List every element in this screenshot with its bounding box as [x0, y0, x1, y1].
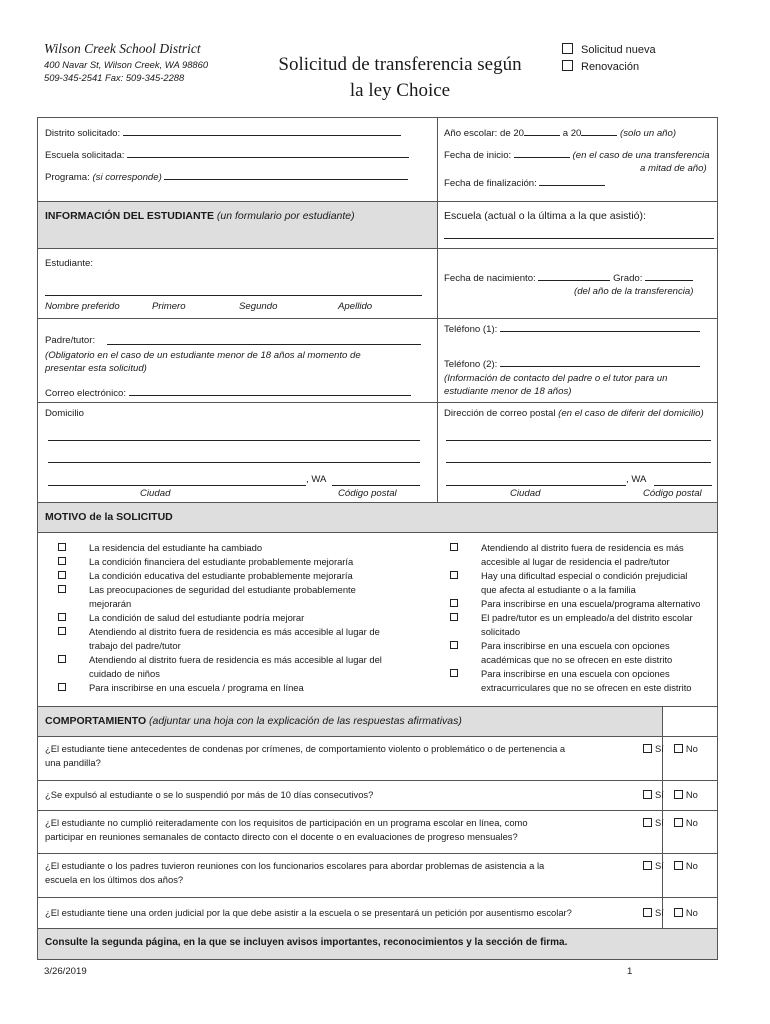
no-checkbox[interactable]	[674, 818, 683, 827]
reason-label: que afecta al estudiante o a la familia	[481, 583, 636, 595]
mail-city-field[interactable]	[446, 485, 626, 486]
mail-zip-field[interactable]	[654, 485, 712, 486]
mail-address-label: Dirección de correo postal	[444, 408, 556, 419]
no-label: No	[685, 906, 698, 918]
no-checkbox[interactable]	[674, 861, 683, 870]
form-title	[252, 52, 548, 104]
phone-note-1: (Información de contacto del padre o el tutor para un	[444, 373, 668, 384]
reason-checkbox[interactable]	[58, 627, 66, 635]
reason-label: La residencia del estudiante ha cambiado	[89, 542, 263, 553]
reason-label: Las preocupaciones de seguridad del estudiante probablemente	[89, 584, 356, 595]
reason-checkbox[interactable]	[58, 683, 66, 691]
form-title-line1: Solicitud de transferencia según	[278, 54, 522, 75]
student-section-note: (un formulario por estudiante)	[216, 210, 355, 222]
reason-checkbox[interactable]	[58, 543, 66, 551]
mail-city-label: Ciudad	[510, 488, 541, 499]
reason-label: Hay una dificultad especial o condición prejudicial	[481, 570, 688, 581]
form-date: 3/26/2019	[44, 966, 87, 977]
district-requested-field[interactable]	[123, 127, 401, 136]
reason-label: extracurriculares que no se ofrecen en este distrito	[481, 681, 692, 693]
behavior-question: ¿El estudiante tiene antecedentes de condenas por crímenes, de comportamiento violento o problemático o de pertenencia a	[45, 743, 566, 754]
form-title-line2: la ley Choice	[349, 80, 451, 101]
district-address: 400 Navar St, Wilson Creek, WA 98860	[44, 59, 209, 70]
phone1-label: Teléfono (1):	[444, 324, 498, 335]
name-part-last: Apellido	[338, 301, 373, 312]
grade-note: (del año de la transferencia)	[574, 286, 694, 297]
mail-address-note: (en el caso de diferir del domicilio)	[558, 408, 704, 419]
grade-label: Grado:	[613, 273, 643, 284]
no-checkbox[interactable]	[674, 790, 683, 799]
reason-checkbox[interactable]	[450, 613, 458, 621]
reason-label: Para inscribirse en una escuela con opciones	[481, 640, 670, 651]
email-field[interactable]	[129, 387, 411, 396]
district-phone: 509-345-2541 Fax: 509-345-2288	[44, 72, 185, 83]
renewal-checkbox[interactable]	[562, 60, 573, 71]
phone1-field[interactable]	[500, 323, 700, 332]
school-year-label: Año escolar: de 20	[444, 128, 525, 139]
parent-field[interactable]	[107, 344, 421, 345]
reason-checkbox[interactable]	[58, 585, 66, 593]
phone2-label: Teléfono (2):	[444, 359, 498, 370]
dob-label: Fecha de nacimiento:	[444, 273, 536, 284]
end-date-field[interactable]	[539, 177, 605, 186]
new-request-checkbox[interactable]	[562, 43, 573, 54]
no-checkbox[interactable]	[674, 744, 683, 753]
yes-no-options	[643, 907, 698, 919]
behavior-question: participar en reuniones semanales de contacto directo con el docente o en evaluaciones de progreso mensuales?	[45, 831, 518, 842]
yes-label: Sí	[655, 860, 664, 871]
new-request-label: Solicitud nueva	[581, 44, 656, 56]
reason-checkbox[interactable]	[58, 655, 66, 663]
district-name: Wilson Creek School District	[44, 41, 201, 56]
parent-label: Padre/tutor:	[45, 335, 96, 346]
yes-no-options	[643, 817, 698, 829]
behavior-question: una pandilla?	[45, 757, 101, 768]
reason-label: mejorarán	[89, 597, 132, 609]
student-label: Estudiante:	[45, 258, 94, 269]
address-label: Domicilio	[45, 408, 84, 419]
behavior-question: ¿El estudiante no cumplió reiteradamente con los requisitos de participación en un programa escolar en línea, como	[45, 817, 528, 828]
yes-label: Sí	[655, 743, 664, 754]
mail-zip-label: Código postal	[643, 488, 702, 499]
mail-address-line-1[interactable]	[446, 440, 711, 441]
reason-label: La condición de salud del estudiante podría mejorar	[89, 612, 305, 623]
yes-checkbox[interactable]	[643, 861, 652, 870]
reason-section-title: MOTIVO de la SOLICITUD	[45, 511, 173, 523]
no-label: No	[685, 860, 698, 871]
student-header-shade	[38, 201, 438, 248]
reason-checkbox[interactable]	[450, 641, 458, 649]
name-part-preferred: Nombre preferido	[45, 301, 120, 312]
reason-label: solicitado	[481, 625, 521, 637]
yes-label: Sí	[655, 817, 664, 828]
reason-label: Atendiendo al distrito fuera de residencia es más accesible al lugar de	[89, 626, 380, 637]
name-part-first: Primero	[152, 301, 186, 312]
footer-note: Consulte la segunda página, en la que se incluyen avisos importantes, reconocimientos y la sección de firma.	[45, 937, 568, 948]
yes-checkbox[interactable]	[643, 790, 652, 799]
page-number: 1	[627, 966, 633, 977]
no-label: No	[685, 743, 698, 754]
request-type	[562, 42, 656, 75]
yes-no-options	[643, 860, 698, 872]
current-school-field[interactable]	[444, 238, 714, 239]
phone2-field[interactable]	[500, 358, 700, 367]
email-label: Correo electrónico:	[45, 388, 127, 399]
address-zip-label: Código postal	[338, 488, 397, 499]
reason-checkbox[interactable]	[450, 599, 458, 607]
student-name-field[interactable]	[45, 295, 422, 296]
school-year-from-field[interactable]	[524, 127, 560, 136]
current-school-label: Escuela (actual o la última a la que asistió):	[444, 210, 646, 222]
no-label: No	[685, 789, 698, 800]
no-checkbox[interactable]	[674, 908, 683, 917]
yes-no-options	[643, 789, 698, 801]
dob-field[interactable]	[538, 272, 610, 281]
reason-label: El padre/tutor es un empleado/a del distrito escolar	[481, 612, 693, 623]
address-line-2[interactable]	[48, 462, 420, 463]
grade-field[interactable]	[645, 272, 693, 281]
program-label: Programa:	[45, 172, 90, 183]
reason-checkbox[interactable]	[450, 543, 458, 551]
school-year-to-field[interactable]	[581, 127, 617, 136]
reason-label: Para inscribirse en una escuela con opciones	[481, 668, 670, 679]
reason-label: cuidado de niños	[89, 667, 160, 679]
school-year-to-label: a 20	[562, 128, 582, 139]
renewal-label: Renovación	[581, 60, 640, 73]
yes-checkbox[interactable]	[643, 744, 652, 753]
start-date-label: Fecha de inicio:	[444, 150, 512, 161]
behavior-question: ¿Se expulsó al estudiante o se lo suspendió por más de 10 días consecutivos?	[45, 789, 374, 800]
address-zip-field[interactable]	[332, 485, 420, 486]
reason-checkbox[interactable]	[58, 557, 66, 565]
address-city-field[interactable]	[48, 485, 306, 486]
reason-checkbox[interactable]	[58, 571, 66, 579]
reason-label: académicas que no se ofrecen en este distrito	[481, 653, 673, 665]
reason-label: Atendiendo al distrito fuera de residencia es más accesible al lugar del	[89, 654, 382, 665]
start-date-note-2: a mitad de año)	[640, 163, 707, 174]
parent-note-2: presentar esta solicitud)	[45, 363, 147, 374]
district-requested-label: Distrito solicitado:	[45, 128, 121, 139]
yes-label: Sí	[655, 789, 664, 800]
reason-label: Para inscribirse en una escuela/programa alternativo	[481, 598, 701, 609]
start-date-field[interactable]	[514, 149, 570, 158]
parent-note-1: (Obligatorio en el caso de un estudiante menor de 18 años al momento de	[45, 350, 361, 361]
behavior-question: escuela en los últimos dos años?	[45, 874, 184, 885]
school-requested-field[interactable]	[127, 149, 409, 158]
yes-checkbox[interactable]	[643, 908, 652, 917]
name-part-middle: Segundo	[239, 301, 278, 312]
start-date-note-1: (en el caso de una transferencia	[572, 150, 710, 161]
behavior-section-note: (adjuntar una hoja con la explicación de las respuestas afirmativas)	[149, 715, 462, 727]
reason-checkbox[interactable]	[58, 613, 66, 621]
address-line-1[interactable]	[48, 440, 420, 441]
yes-no-options	[643, 743, 698, 755]
reason-label: accesible al lugar de residencia el padre/tutor	[481, 555, 670, 567]
reason-checkbox[interactable]	[450, 669, 458, 677]
school-requested-label: Escuela solicitada:	[45, 150, 125, 161]
school-year-note: (solo un año)	[620, 128, 677, 139]
behavior-section-title: COMPORTAMIENTO	[45, 715, 147, 727]
reason-label: La condición educativa del estudiante probablemente mejoraría	[89, 570, 353, 581]
no-label: No	[685, 817, 698, 828]
program-note: (si corresponde)	[92, 172, 162, 183]
program-field[interactable]	[164, 171, 408, 180]
yes-label: Sí	[655, 906, 664, 918]
reason-checkbox[interactable]	[450, 571, 458, 579]
mail-wa-label: , WA	[626, 474, 647, 485]
phone-note-2: estudiante menor de 18 años)	[444, 386, 572, 397]
mail-address-line-2[interactable]	[446, 462, 711, 463]
student-section-title: INFORMACIÓN DEL ESTUDIANTE	[45, 210, 214, 222]
behavior-question: ¿El estudiante o los padres tuvieron reuniones con los funcionarios escolares para abordar problemas de asistencia a la	[45, 860, 545, 871]
reason-label: La condición financiera del estudiante probablemente mejoraría	[89, 556, 354, 567]
end-date-label: Fecha de finalización:	[444, 178, 537, 189]
address-wa-label: , WA	[306, 474, 327, 485]
reason-label: trabajo del padre/tutor	[89, 639, 181, 651]
reason-label: Atendiendo al distrito fuera de residencia es más	[481, 542, 684, 553]
address-city-label: Ciudad	[140, 488, 171, 499]
behavior-question: ¿El estudiante tiene una orden judicial por la que debe asistir a la escuela o se presentará un petición por ausentismo escolar?	[45, 906, 572, 918]
reason-label: Para inscribirse en una escuela / programa en línea	[89, 682, 304, 693]
district-contact	[44, 58, 208, 84]
yes-checkbox[interactable]	[643, 818, 652, 827]
